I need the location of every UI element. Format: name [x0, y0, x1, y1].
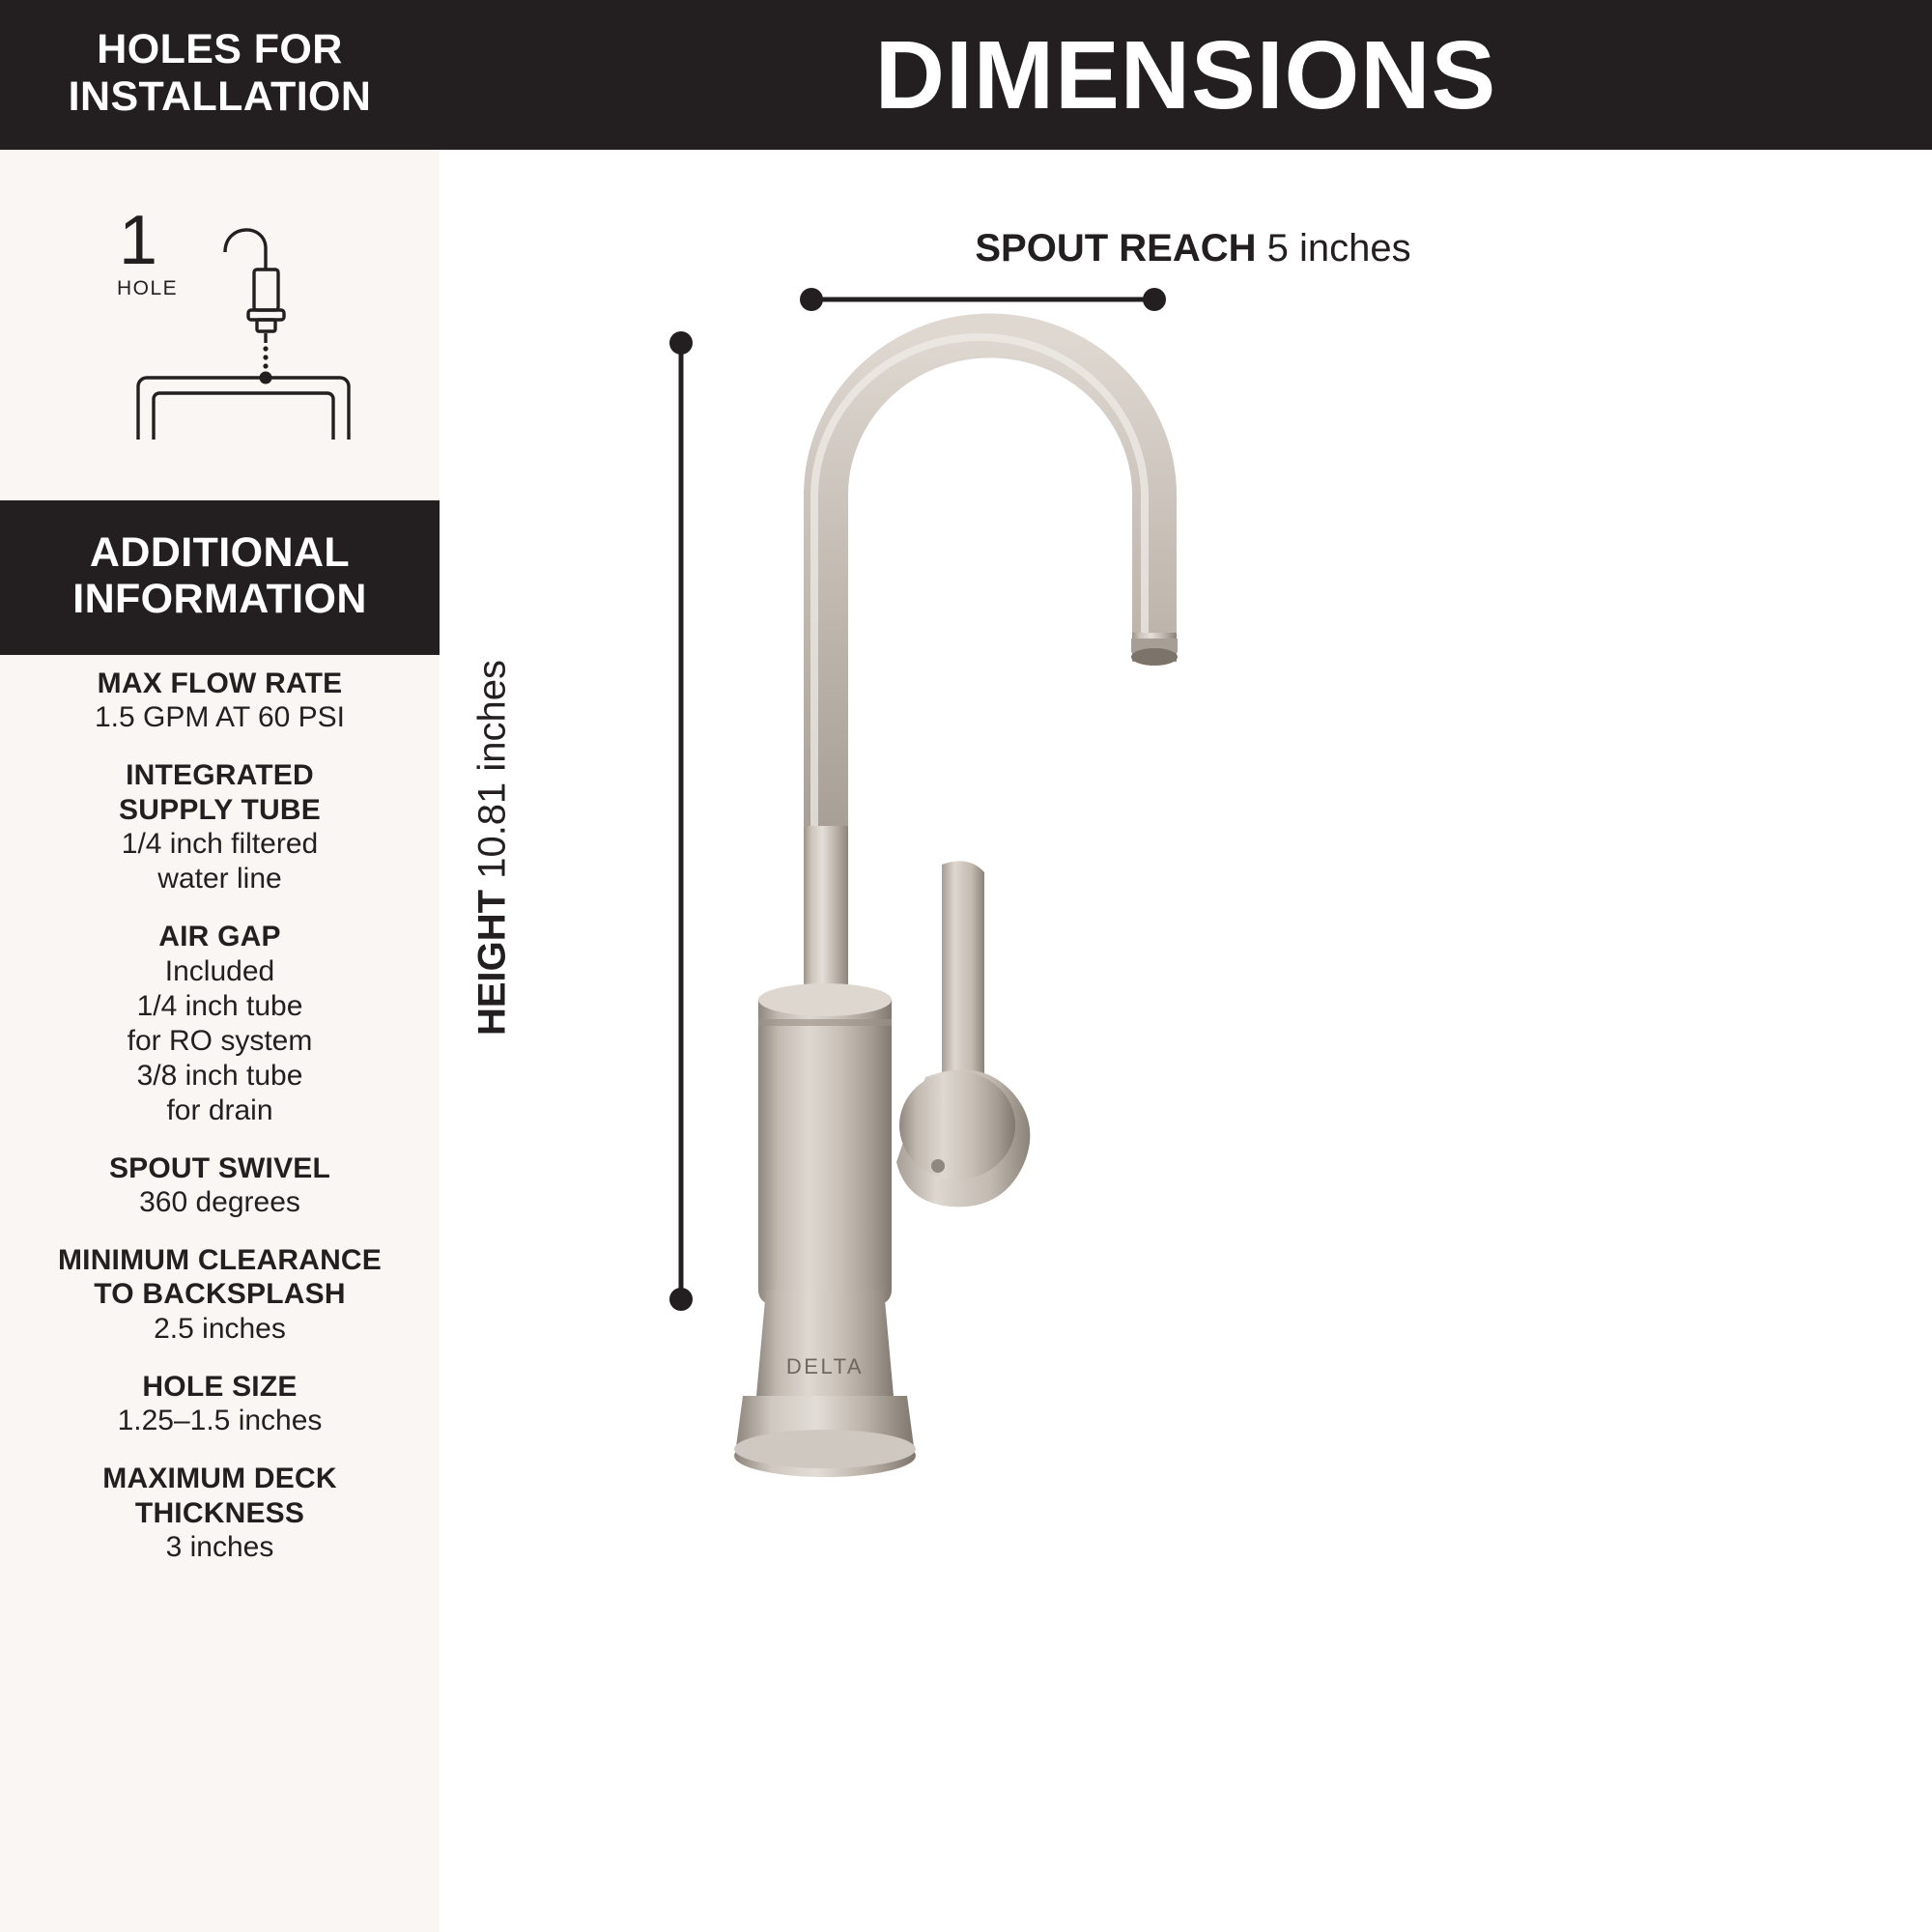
- height-dimension-line: [669, 331, 693, 1311]
- holes-for-installation-body: [0, 150, 440, 500]
- dimensions-stage: [440, 150, 1932, 1932]
- spec-value: Included 1/4 inch tube for RO system 3/8 inch tube for drain: [127, 954, 313, 1126]
- holes-for-installation-header: [0, 0, 440, 150]
- spec-value: 360 degrees: [139, 1185, 300, 1218]
- dimensions-header: [440, 0, 1932, 150]
- additional-information-header: [0, 500, 440, 655]
- spec-item: [0, 920, 440, 1127]
- spec-label: SPOUT SWIVEL: [108, 1151, 331, 1184]
- specs-list: [0, 667, 440, 1588]
- spec-item: [0, 1243, 440, 1347]
- spec-item: [0, 1370, 440, 1438]
- spout-reach-label-text: SPOUT REACH: [975, 227, 1257, 270]
- hole-installation-graphic: [101, 188, 362, 440]
- holes-header-line-1: HOLES FOR: [97, 26, 343, 73]
- spec-label: AIR GAP: [158, 921, 281, 953]
- spec-label: MAX FLOW RATE: [97, 668, 343, 699]
- spec-label: MAXIMUM DECK THICKNESS: [102, 1463, 337, 1529]
- spout-reach-dimension-line: [800, 288, 1166, 311]
- dimension-lines: [440, 150, 1932, 1932]
- addl-header-line-1: ADDITIONAL: [89, 528, 351, 576]
- spec-value: 2.5 inches: [154, 1312, 286, 1345]
- spec-item: [0, 667, 440, 735]
- height-value: 10.81 inches: [470, 659, 514, 879]
- spout-reach-value: 5 inches: [1266, 227, 1411, 270]
- spec-item: [0, 758, 440, 896]
- height-label-text: HEIGHT: [470, 889, 514, 1037]
- hole-count-number: 1: [119, 202, 158, 279]
- spec-value: 1/4 inch filtered water line: [121, 828, 319, 895]
- spec-item: [0, 1151, 440, 1220]
- spec-value: 1.5 GPM AT 60 PSI: [94, 701, 345, 734]
- spec-label: INTEGRATED SUPPLY TUBE: [119, 759, 321, 826]
- holes-header-line-2: INSTALLATION: [68, 72, 372, 120]
- page-title: DIMENSIONS: [874, 20, 1497, 129]
- left-sidebar: [0, 0, 440, 1932]
- spec-value: 1.25–1.5 inches: [117, 1405, 323, 1437]
- addl-header-line-2: INFORMATION: [72, 576, 367, 622]
- spec-label: MINIMUM CLEARANCE TO BACKSPLASH: [57, 1243, 383, 1311]
- spec-value: 3 inches: [165, 1530, 274, 1563]
- hole-count-label: HOLE: [117, 277, 179, 299]
- spec-label: HOLE SIZE: [142, 1370, 298, 1403]
- brand-mark: DELTA: [785, 1354, 865, 1378]
- spec-item: [0, 1462, 440, 1565]
